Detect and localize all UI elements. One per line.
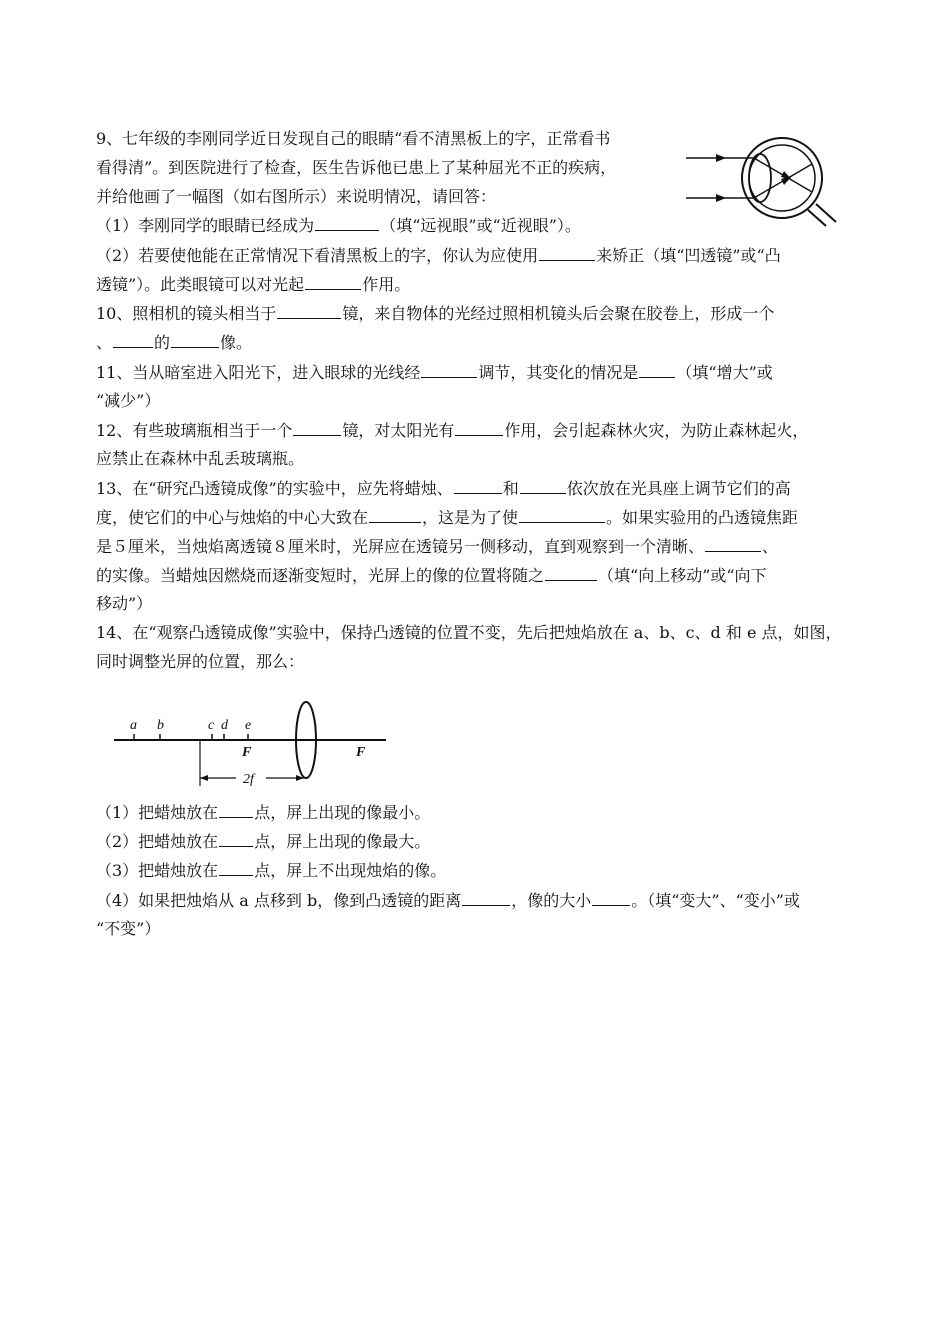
q13-line-3: [96, 535, 778, 558]
question-text: 依次放在光具座上调节它们的高: [566, 479, 791, 498]
question-text: 的: [154, 333, 171, 352]
q9-part-1: [96, 214, 581, 237]
question-text: 14、在“观察凸透镜成像”实验中，保持凸透镜的位置不变，先后把烛焰放在 a、b、c、d 和 e 点，如图，: [96, 623, 842, 642]
q14-part-4: [96, 889, 800, 912]
question-text: ，像的大小: [511, 891, 592, 910]
answer-blank[interactable]: [315, 214, 379, 231]
question-text: 和: [502, 479, 519, 498]
question-text: 、: [762, 537, 779, 556]
lens-diagram: [108, 698, 390, 792]
question-text: 应禁止在森林中乱丢玻璃瓶。: [96, 449, 305, 468]
point-label-a: a: [130, 718, 137, 733]
q11-line-1: [96, 361, 773, 384]
question-text: 点，屏上出现的像最小。: [254, 803, 431, 822]
q9-part-2-cont: [96, 273, 410, 296]
eye-diagram: [680, 132, 850, 228]
question-text: 点，屏上不出现烛焰的像。: [254, 861, 447, 880]
focus-label-right: F: [356, 745, 366, 760]
q13-line-5: [96, 593, 152, 615]
answer-blank[interactable]: [519, 506, 605, 523]
question-text: （4）如果把烛焰从 a 点移到 b，像到凸透镜的距离: [96, 891, 462, 910]
q14-part-3: [96, 859, 446, 882]
answer-blank[interactable]: [520, 477, 566, 494]
question-text: 、: [96, 333, 113, 352]
point-label-c: c: [208, 718, 215, 733]
question-text: 作用。: [362, 275, 411, 294]
question-text: （1）李刚同学的眼睛已经成为: [96, 216, 315, 235]
eyeball-outer: [742, 138, 822, 218]
q13-line-1: [96, 477, 791, 500]
answer-blank[interactable]: [455, 419, 503, 436]
answer-blank[interactable]: [592, 889, 630, 906]
optic-nerve: [808, 204, 836, 226]
question-text: 是５厘米，当烛焰离透镜８厘米时，光屏应在透镜另一侧移动，直到观察到一个清晰、: [96, 537, 705, 556]
arrow-icon: [716, 194, 726, 202]
arrow-icon: [200, 775, 208, 781]
answer-blank[interactable]: [462, 889, 510, 906]
question-text: （填“增大”或: [676, 363, 773, 382]
q13-line-2: [96, 506, 798, 529]
answer-blank[interactable]: [305, 273, 361, 290]
q11-line-2: [96, 390, 160, 412]
question-text: 作用，会引起森林火灾，为防止森林起火，: [504, 421, 809, 440]
question-text: 11、当从暗室进入阳光下，进入眼球的光线经: [96, 363, 421, 382]
q13-line-4: [96, 564, 767, 587]
answer-blank[interactable]: [545, 564, 597, 581]
question-text: “不变”）: [96, 919, 161, 938]
answer-blank[interactable]: [293, 419, 341, 436]
answer-blank[interactable]: [171, 331, 219, 348]
question-text: “减少”）: [96, 391, 161, 410]
point-label-b: b: [157, 718, 164, 733]
q10-line-1: [96, 302, 774, 325]
question-text: 同时调整光屏的位置，那么：: [96, 652, 305, 671]
q9-part-2: [96, 244, 781, 267]
question-text: 。如果实验用的凸透镜焦距: [606, 508, 799, 527]
q9-line-2: [96, 157, 616, 179]
question-text: 10、照相机的镜头相当于: [96, 304, 277, 323]
q14-line-2: [96, 651, 304, 673]
q14-part-2: [96, 830, 430, 853]
answer-blank[interactable]: [113, 331, 153, 348]
q14-part-1: [96, 801, 430, 824]
q9-line-1: [96, 128, 610, 150]
q14-line-1: [96, 622, 842, 644]
question-text: 调节，其变化的情况是: [478, 363, 639, 382]
question-text: 移动”）: [96, 594, 153, 613]
2f-label: 2f: [243, 772, 254, 787]
answer-blank[interactable]: [454, 477, 502, 494]
q12-line-2: [96, 448, 304, 470]
question-text: （2）把蜡烛放在: [96, 832, 219, 851]
q9-line-3: [96, 186, 496, 208]
question-text: （填“向上移动”或“向下: [598, 566, 767, 585]
question-text: ，这是为了使: [422, 508, 519, 527]
answer-blank[interactable]: [219, 830, 253, 847]
question-text: 看得清”。到医院进行了检查，医生告诉他已患上了某种屈光不正的疾病，: [96, 158, 617, 177]
answer-blank[interactable]: [219, 859, 253, 876]
question-text: 来矫正（填“凹透镜”或“凸: [596, 246, 781, 265]
question-text: 的实像。当蜡烛因燃烧而逐渐变短时，光屏上的像的位置将随之: [96, 566, 545, 585]
question-text: 点，屏上出现的像最大。: [254, 832, 431, 851]
answer-blank[interactable]: [277, 302, 341, 319]
question-text: 并给他画了一幅图（如右图所示）来说明情况，请回答：: [96, 187, 497, 206]
q12-line-1: [96, 419, 808, 442]
q10-line-2: [96, 331, 252, 354]
q14-part-4-cont: [96, 918, 160, 940]
question-text: 13、在“研究凸透镜成像”的实验中，应先将蜡烛、: [96, 479, 453, 498]
answer-blank[interactable]: [539, 244, 595, 261]
answer-blank[interactable]: [421, 361, 477, 378]
question-text: 像。: [220, 333, 253, 352]
arrow-icon: [716, 154, 726, 162]
point-label-e: e: [245, 718, 252, 733]
answer-blank[interactable]: [219, 801, 253, 818]
question-text: 12、有些玻璃瓶相当于一个: [96, 421, 293, 440]
answer-blank[interactable]: [705, 535, 761, 552]
question-text: 9、七年级的李刚同学近日发现自己的眼睛“看不清黑板上的字，正常看书: [96, 129, 611, 148]
question-text: （3）把蜡烛放在: [96, 861, 219, 880]
answer-blank[interactable]: [369, 506, 421, 523]
question-text: 。（填“变大”、“变小”或: [631, 891, 800, 910]
question-text: （1）把蜡烛放在: [96, 803, 219, 822]
question-text: 镜，对太阳光有: [342, 421, 455, 440]
question-text: 镜，来自物体的光经过照相机镜头后会聚在胶卷上，形成一个: [342, 304, 775, 323]
question-text: （填“远视眼”或“近视眼”）。: [380, 216, 581, 235]
question-text: 度，使它们的中心与烛焰的中心大致在: [96, 508, 369, 527]
answer-blank[interactable]: [639, 361, 675, 378]
question-text: 透镜”）。此类眼镜可以对光起: [96, 275, 305, 294]
focus-label-left: F: [242, 745, 252, 760]
question-text: （2）若要使他能在正常情况下看清黑板上的字，你认为应使用: [96, 246, 539, 265]
point-label-d: d: [221, 718, 228, 733]
